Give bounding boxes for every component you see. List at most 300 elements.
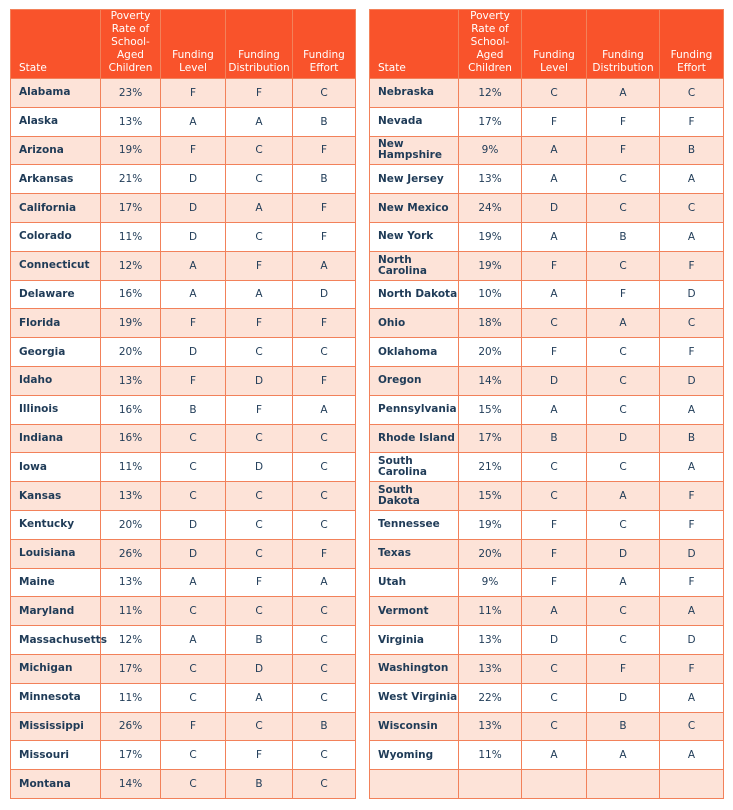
- state-cell: Idaho: [11, 366, 101, 395]
- funding-effort-cell: C: [293, 654, 356, 683]
- poverty-rate-cell: 13%: [459, 165, 522, 194]
- table-row: [370, 654, 724, 683]
- table-row: [370, 165, 724, 194]
- poverty-rate-cell: 13%: [459, 626, 522, 655]
- funding-effort-cell: C: [293, 770, 356, 799]
- header-row: [370, 10, 724, 79]
- poverty-rate-cell: 11%: [459, 597, 522, 626]
- table-row: [370, 280, 724, 309]
- funding-level-cell: F: [522, 107, 587, 136]
- funding-distribution-cell: F: [587, 136, 660, 165]
- funding-effort-cell: C: [660, 712, 724, 741]
- poverty-rate-cell: 15%: [459, 482, 522, 511]
- poverty-rate-cell: 14%: [101, 770, 161, 799]
- funding-distribution-cell: C: [226, 539, 293, 568]
- state-cell: South Carolina: [370, 453, 459, 482]
- funding-distribution-cell: D: [226, 366, 293, 395]
- grades-table-left: [10, 9, 356, 799]
- funding-effort-cell: F: [293, 539, 356, 568]
- funding-effort-cell: A: [293, 251, 356, 280]
- poverty-rate-cell: 16%: [101, 424, 161, 453]
- funding-effort-cell: A: [660, 395, 724, 424]
- funding-distribution-cell: C: [226, 482, 293, 511]
- funding-effort-cell: A: [293, 395, 356, 424]
- funding-distribution-cell: F: [226, 741, 293, 770]
- table-row: [370, 395, 724, 424]
- funding-effort-cell: F: [293, 136, 356, 165]
- table-row: [11, 597, 356, 626]
- state-cell: New Jersey: [370, 165, 459, 194]
- header-poverty-rate: Poverty Rate of School-Aged Children: [101, 10, 161, 79]
- funding-effort-cell: F: [660, 568, 724, 597]
- state-cell: Missouri: [11, 741, 101, 770]
- poverty-rate-cell: 12%: [101, 626, 161, 655]
- poverty-rate-cell: 12%: [101, 251, 161, 280]
- table-row: [11, 107, 356, 136]
- funding-distribution-cell: D: [587, 539, 660, 568]
- poverty-rate-cell: 19%: [459, 251, 522, 280]
- funding-effort-cell: A: [293, 568, 356, 597]
- state-cell: Minnesota: [11, 683, 101, 712]
- table-row: [370, 597, 724, 626]
- funding-level-cell: C: [522, 654, 587, 683]
- table-row: [370, 424, 724, 453]
- funding-effort-cell: F: [660, 338, 724, 367]
- header-state: State: [370, 10, 459, 79]
- state-cell: Mississippi: [11, 712, 101, 741]
- funding-level-cell: D: [161, 539, 226, 568]
- funding-effort-cell: C: [660, 309, 724, 338]
- table-row: [370, 338, 724, 367]
- table-row: [370, 107, 724, 136]
- funding-distribution-cell: A: [587, 741, 660, 770]
- funding-effort-cell: F: [293, 366, 356, 395]
- funding-effort-cell: C: [293, 482, 356, 511]
- poverty-rate-cell: [459, 770, 522, 799]
- funding-level-cell: C: [161, 654, 226, 683]
- table-row: [11, 338, 356, 367]
- funding-distribution-cell: C: [587, 510, 660, 539]
- table-row: [11, 395, 356, 424]
- table-row: [11, 626, 356, 655]
- header-poverty-rate: Poverty Rate of School-Aged Children: [459, 10, 522, 79]
- table-row: [370, 194, 724, 223]
- funding-level-cell: A: [161, 251, 226, 280]
- funding-level-cell: A: [161, 626, 226, 655]
- table-row: [370, 741, 724, 770]
- state-cell: Kentucky: [11, 510, 101, 539]
- funding-effort-cell: D: [293, 280, 356, 309]
- table-row: [370, 510, 724, 539]
- table-row: [370, 770, 724, 799]
- funding-distribution-cell: B: [226, 770, 293, 799]
- poverty-rate-cell: 13%: [101, 366, 161, 395]
- table-row: [11, 222, 356, 251]
- funding-level-cell: A: [522, 280, 587, 309]
- table-row: [11, 482, 356, 511]
- funding-level-cell: A: [522, 222, 587, 251]
- poverty-rate-cell: 16%: [101, 280, 161, 309]
- funding-effort-cell: F: [293, 222, 356, 251]
- state-cell: North Dakota: [370, 280, 459, 309]
- funding-level-cell: F: [161, 136, 226, 165]
- state-cell: [370, 770, 459, 799]
- funding-effort-cell: A: [660, 165, 724, 194]
- funding-level-cell: D: [161, 338, 226, 367]
- funding-effort-cell: B: [660, 136, 724, 165]
- state-cell: Alabama: [11, 79, 101, 108]
- funding-distribution-cell: C: [226, 510, 293, 539]
- funding-distribution-cell: F: [226, 309, 293, 338]
- funding-distribution-cell: B: [226, 626, 293, 655]
- poverty-rate-cell: 17%: [459, 107, 522, 136]
- funding-level-cell: F: [522, 539, 587, 568]
- poverty-rate-cell: 23%: [101, 79, 161, 108]
- table-row: [370, 136, 724, 165]
- funding-level-cell: A: [161, 568, 226, 597]
- funding-level-cell: C: [161, 683, 226, 712]
- poverty-rate-cell: 19%: [101, 136, 161, 165]
- table-row: [11, 568, 356, 597]
- state-cell: Alaska: [11, 107, 101, 136]
- poverty-rate-cell: 11%: [101, 453, 161, 482]
- poverty-rate-cell: 15%: [459, 395, 522, 424]
- poverty-rate-cell: 19%: [459, 222, 522, 251]
- state-cell: North Carolina: [370, 251, 459, 280]
- funding-effort-cell: F: [293, 309, 356, 338]
- table-row: [370, 539, 724, 568]
- state-cell: West Virginia: [370, 683, 459, 712]
- state-cell: Nebraska: [370, 79, 459, 108]
- state-cell: Wyoming: [370, 741, 459, 770]
- funding-level-cell: F: [161, 712, 226, 741]
- poverty-rate-cell: 19%: [459, 510, 522, 539]
- header-funding-level: Funding Level: [522, 10, 587, 79]
- funding-effort-cell: A: [660, 741, 724, 770]
- funding-level-cell: D: [522, 194, 587, 223]
- state-cell: New Mexico: [370, 194, 459, 223]
- funding-level-cell: C: [522, 712, 587, 741]
- state-cell: Florida: [11, 309, 101, 338]
- funding-level-cell: C: [161, 482, 226, 511]
- poverty-rate-cell: 20%: [101, 338, 161, 367]
- funding-level-cell: C: [161, 597, 226, 626]
- funding-effort-cell: C: [293, 741, 356, 770]
- funding-level-cell: A: [522, 395, 587, 424]
- funding-level-cell: D: [161, 510, 226, 539]
- state-cell: Maryland: [11, 597, 101, 626]
- funding-effort-cell: B: [293, 165, 356, 194]
- header-funding-distribution: Funding Distribution: [226, 10, 293, 79]
- table-row: [11, 366, 356, 395]
- state-cell: Arkansas: [11, 165, 101, 194]
- poverty-rate-cell: 12%: [459, 79, 522, 108]
- table-row: [11, 251, 356, 280]
- state-cell: Iowa: [11, 453, 101, 482]
- funding-distribution-cell: C: [587, 165, 660, 194]
- state-cell: Montana: [11, 770, 101, 799]
- funding-effort-cell: B: [660, 424, 724, 453]
- funding-distribution-cell: F: [226, 568, 293, 597]
- funding-effort-cell: C: [293, 79, 356, 108]
- funding-level-cell: C: [522, 309, 587, 338]
- poverty-rate-cell: 17%: [101, 741, 161, 770]
- funding-distribution-cell: C: [587, 194, 660, 223]
- funding-distribution-cell: D: [587, 683, 660, 712]
- table-row: [370, 568, 724, 597]
- poverty-rate-cell: 22%: [459, 683, 522, 712]
- state-cell: Texas: [370, 539, 459, 568]
- state-cell: Kansas: [11, 482, 101, 511]
- funding-distribution-cell: A: [587, 482, 660, 511]
- funding-effort-cell: A: [660, 597, 724, 626]
- poverty-rate-cell: 20%: [459, 338, 522, 367]
- funding-effort-cell: C: [293, 626, 356, 655]
- poverty-rate-cell: 18%: [459, 309, 522, 338]
- state-cell: Vermont: [370, 597, 459, 626]
- funding-effort-cell: F: [660, 251, 724, 280]
- state-cell: Oregon: [370, 366, 459, 395]
- funding-distribution-cell: C: [226, 338, 293, 367]
- table-row: [370, 453, 724, 482]
- state-cell: Ohio: [370, 309, 459, 338]
- funding-distribution-cell: C: [587, 453, 660, 482]
- funding-effort-cell: C: [660, 79, 724, 108]
- funding-level-cell: C: [522, 79, 587, 108]
- state-cell: Rhode Island: [370, 424, 459, 453]
- poverty-rate-cell: 10%: [459, 280, 522, 309]
- state-cell: Maine: [11, 568, 101, 597]
- funding-level-cell: C: [161, 741, 226, 770]
- funding-distribution-cell: F: [226, 395, 293, 424]
- funding-effort-cell: C: [293, 683, 356, 712]
- funding-distribution-cell: F: [587, 654, 660, 683]
- poverty-rate-cell: 11%: [459, 741, 522, 770]
- funding-distribution-cell: [587, 770, 660, 799]
- funding-level-cell: C: [161, 424, 226, 453]
- poverty-rate-cell: 17%: [101, 194, 161, 223]
- poverty-rate-cell: 14%: [459, 366, 522, 395]
- funding-level-cell: A: [522, 136, 587, 165]
- table-row: [11, 539, 356, 568]
- funding-distribution-cell: A: [226, 194, 293, 223]
- poverty-rate-cell: 17%: [101, 654, 161, 683]
- state-cell: California: [11, 194, 101, 223]
- funding-effort-cell: D: [660, 366, 724, 395]
- funding-effort-cell: F: [660, 482, 724, 511]
- table-row: [11, 741, 356, 770]
- table-row: [370, 482, 724, 511]
- funding-level-cell: B: [161, 395, 226, 424]
- state-cell: Washington: [370, 654, 459, 683]
- funding-effort-cell: D: [660, 280, 724, 309]
- funding-distribution-cell: A: [226, 683, 293, 712]
- funding-distribution-cell: A: [587, 79, 660, 108]
- state-cell: Indiana: [11, 424, 101, 453]
- poverty-rate-cell: 24%: [459, 194, 522, 223]
- table-row: [370, 626, 724, 655]
- poverty-rate-cell: 26%: [101, 712, 161, 741]
- funding-distribution-cell: D: [587, 424, 660, 453]
- header-funding-effort: Funding Effort: [293, 10, 356, 79]
- funding-effort-cell: C: [293, 424, 356, 453]
- funding-effort-cell: D: [660, 539, 724, 568]
- state-cell: Georgia: [11, 338, 101, 367]
- funding-level-cell: F: [161, 309, 226, 338]
- table-row: [11, 424, 356, 453]
- funding-distribution-cell: C: [226, 165, 293, 194]
- funding-distribution-cell: C: [587, 251, 660, 280]
- poverty-rate-cell: 11%: [101, 222, 161, 251]
- state-cell: Virginia: [370, 626, 459, 655]
- funding-distribution-cell: A: [226, 107, 293, 136]
- table-row: [11, 194, 356, 223]
- funding-effort-cell: C: [293, 453, 356, 482]
- state-cell: Massachusetts: [11, 626, 101, 655]
- poverty-rate-cell: 16%: [101, 395, 161, 424]
- table-row: [370, 683, 724, 712]
- header-funding-distribution: Funding Distribution: [587, 10, 660, 79]
- funding-effort-cell: F: [660, 107, 724, 136]
- poverty-rate-cell: 9%: [459, 568, 522, 597]
- poverty-rate-cell: 26%: [101, 539, 161, 568]
- funding-level-cell: F: [522, 510, 587, 539]
- funding-level-cell: C: [522, 482, 587, 511]
- poverty-rate-cell: 17%: [459, 424, 522, 453]
- poverty-rate-cell: 21%: [459, 453, 522, 482]
- funding-level-cell: [522, 770, 587, 799]
- state-cell: Utah: [370, 568, 459, 597]
- poverty-rate-cell: 13%: [101, 107, 161, 136]
- funding-level-cell: F: [522, 568, 587, 597]
- funding-level-cell: D: [161, 165, 226, 194]
- funding-effort-cell: A: [660, 453, 724, 482]
- state-cell: New York: [370, 222, 459, 251]
- poverty-rate-cell: 20%: [459, 539, 522, 568]
- funding-level-cell: D: [161, 194, 226, 223]
- state-cell: Arizona: [11, 136, 101, 165]
- state-cell: Connecticut: [11, 251, 101, 280]
- table-row: [11, 136, 356, 165]
- table-row: [370, 366, 724, 395]
- table-row: [11, 770, 356, 799]
- funding-distribution-cell: F: [226, 251, 293, 280]
- poverty-rate-cell: 13%: [459, 712, 522, 741]
- header-funding-effort: Funding Effort: [660, 10, 724, 79]
- funding-distribution-cell: D: [226, 453, 293, 482]
- funding-level-cell: C: [522, 683, 587, 712]
- poverty-rate-cell: 13%: [101, 482, 161, 511]
- funding-effort-cell: C: [660, 194, 724, 223]
- state-cell: Delaware: [11, 280, 101, 309]
- funding-level-cell: F: [522, 251, 587, 280]
- table-row: [11, 309, 356, 338]
- funding-effort-cell: B: [293, 107, 356, 136]
- poverty-rate-cell: 9%: [459, 136, 522, 165]
- poverty-rate-cell: 20%: [101, 510, 161, 539]
- funding-level-cell: A: [161, 280, 226, 309]
- poverty-rate-cell: 13%: [101, 568, 161, 597]
- state-cell: Pennsylvania: [370, 395, 459, 424]
- poverty-rate-cell: 11%: [101, 683, 161, 712]
- funding-level-cell: C: [161, 770, 226, 799]
- funding-level-cell: B: [522, 424, 587, 453]
- funding-level-cell: C: [161, 453, 226, 482]
- table-row: [370, 712, 724, 741]
- funding-level-cell: F: [522, 338, 587, 367]
- funding-level-cell: D: [161, 222, 226, 251]
- state-cell: Michigan: [11, 654, 101, 683]
- header-state: State: [11, 10, 101, 79]
- funding-distribution-cell: C: [587, 395, 660, 424]
- funding-distribution-cell: C: [587, 366, 660, 395]
- funding-distribution-cell: B: [587, 712, 660, 741]
- funding-effort-cell: F: [293, 194, 356, 223]
- table-row: [11, 712, 356, 741]
- state-cell: Louisiana: [11, 539, 101, 568]
- funding-effort-cell: F: [660, 654, 724, 683]
- table-row: [11, 683, 356, 712]
- funding-effort-cell: B: [293, 712, 356, 741]
- funding-level-cell: F: [161, 79, 226, 108]
- table-row: [11, 453, 356, 482]
- header-funding-level: Funding Level: [161, 10, 226, 79]
- state-cell: Tennessee: [370, 510, 459, 539]
- grades-table-right: [369, 9, 724, 799]
- header-row: [11, 10, 356, 79]
- table-row: [370, 309, 724, 338]
- funding-distribution-cell: B: [587, 222, 660, 251]
- table-row: [11, 510, 356, 539]
- table-row: [370, 222, 724, 251]
- state-cell: Oklahoma: [370, 338, 459, 367]
- poverty-rate-cell: 11%: [101, 597, 161, 626]
- funding-distribution-cell: F: [587, 280, 660, 309]
- funding-effort-cell: C: [293, 597, 356, 626]
- funding-effort-cell: C: [293, 338, 356, 367]
- funding-distribution-cell: A: [587, 568, 660, 597]
- table-row: [11, 280, 356, 309]
- table-row: [11, 165, 356, 194]
- table-row: [370, 79, 724, 108]
- funding-distribution-cell: A: [587, 309, 660, 338]
- funding-distribution-cell: F: [587, 107, 660, 136]
- state-cell: Illinois: [11, 395, 101, 424]
- funding-level-cell: A: [522, 597, 587, 626]
- funding-effort-cell: D: [660, 626, 724, 655]
- table-row: [11, 79, 356, 108]
- funding-distribution-cell: C: [587, 626, 660, 655]
- funding-distribution-cell: C: [587, 597, 660, 626]
- funding-level-cell: A: [522, 165, 587, 194]
- funding-distribution-cell: C: [226, 712, 293, 741]
- state-cell: Colorado: [11, 222, 101, 251]
- state-cell: Nevada: [370, 107, 459, 136]
- funding-distribution-cell: C: [226, 222, 293, 251]
- funding-distribution-cell: D: [226, 654, 293, 683]
- state-cell: South Dakota: [370, 482, 459, 511]
- funding-distribution-cell: C: [226, 424, 293, 453]
- funding-distribution-cell: C: [587, 338, 660, 367]
- funding-level-cell: F: [161, 366, 226, 395]
- funding-distribution-cell: F: [226, 79, 293, 108]
- state-cell: Wisconsin: [370, 712, 459, 741]
- poverty-rate-cell: 13%: [459, 654, 522, 683]
- funding-distribution-cell: C: [226, 597, 293, 626]
- funding-distribution-cell: A: [226, 280, 293, 309]
- funding-effort-cell: A: [660, 683, 724, 712]
- funding-level-cell: D: [522, 366, 587, 395]
